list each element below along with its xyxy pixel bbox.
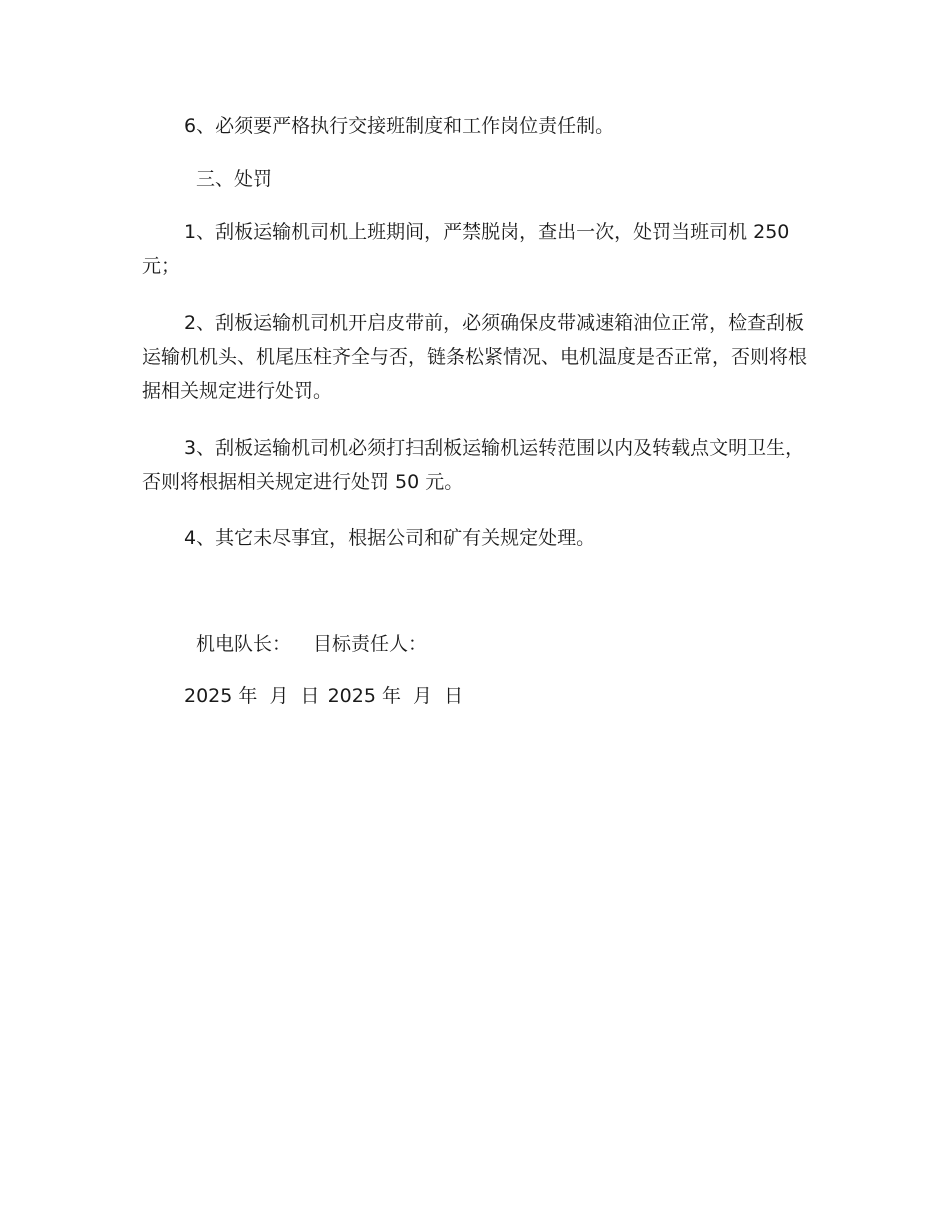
signature-left-label: 机电队长： (196, 633, 292, 655)
date-right: 2025 年 月 日 (327, 685, 464, 707)
item-6-text: 6、必须要严格执行交接班制度和工作岗位责任制。 (184, 115, 615, 137)
penalty-1-text: 1、刮板运输机司机上班期间，严禁脱岗，查出一次，处罚当班司机 250 元； (142, 221, 790, 277)
date-left: 2025 年 月 日 (184, 685, 320, 707)
signature-right-label: 目标责任人： (313, 633, 428, 655)
penalty-3-text: 3、刮板运输机司机必须打扫刮板运输机运转范围以内及转载点文明卫生，否则将根据相关规定进行处罚 50 元。 (142, 437, 805, 493)
date-line (184, 679, 852, 713)
penalty-4-text: 4、其它未尽事宜，根据公司和矿有关规定处理。 (184, 527, 596, 549)
section-3-heading: 三、处罚 (196, 168, 273, 190)
signature-line (196, 627, 864, 661)
penalty-2-text: 2、刮板运输机司机开启皮带前，必须确保皮带减速箱油位正常，检查刮板运输机机头、机尾压柱齐全与否，链条松紧情况、电机温度是否正常，否则将根据相关规定进行处罚。 (142, 312, 808, 402)
